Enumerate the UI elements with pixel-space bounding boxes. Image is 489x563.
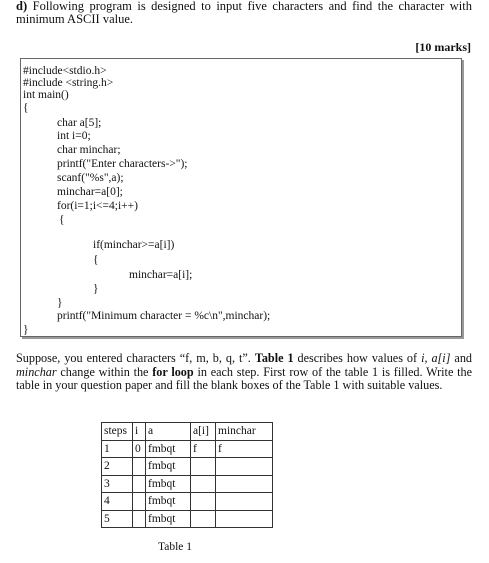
table-cell [133,493,146,511]
table-cell [133,475,146,493]
code-line: if(minchar>=a[i]) [93,239,175,251]
table-cell [133,510,146,528]
table-caption: Table 1 [158,541,193,553]
table-header-row [102,423,273,441]
steps-table [101,422,273,528]
code-line: printf("Enter characters->"); [57,158,188,170]
para-text: Suppose, you entered characters “f, m, b, q, t”. [16,351,255,365]
para-for-loop: for loop [152,364,194,379]
table-cell: 0 [133,440,146,458]
table-cell [191,458,216,476]
code-line: minchar=a[0]; [57,186,123,198]
marks-label: [10 marks] [415,40,471,54]
table-cell [216,458,273,476]
code-line: char minchar; [57,144,121,156]
code-line: { [59,214,65,226]
para-text: change within the [56,364,153,379]
para-text: in each step. First row of the table 1 is filled. Write the table in your question paper and fill the blank boxes of the Table 1 with suitable values. [16,364,472,392]
code-line: #include <string.h> [23,77,114,89]
code-line: { [23,102,29,114]
question-prefix: d) [16,0,28,13]
table-cell: f [216,440,273,458]
table-cell: 4 [102,493,133,511]
table-row [102,458,273,476]
table-cell: 3 [102,475,133,493]
instructions-paragraph [16,352,472,393]
table-cell [216,475,273,493]
question-text: Following program is designed to input five characters and find the character with minimum ASCII value. [16,0,472,26]
table-header: i [133,423,146,441]
para-text: describes how values of [293,351,422,365]
code-line: } [23,324,29,336]
table-row [102,510,273,528]
table-header: a[i] [191,423,216,441]
table-cell: fmbqt [146,458,191,476]
code-line: int main() [23,89,69,101]
para-var-i: i, a[i] [421,351,451,365]
table-cell: fmbqt [146,510,191,528]
code-line: } [57,297,63,309]
question-header [16,0,472,26]
table-cell: fmbqt [146,493,191,511]
code-line: { [93,254,99,266]
code-line: #include<stdio.h> [23,65,107,77]
table-cell [191,475,216,493]
table-cell [216,510,273,528]
code-line: int i=0; [57,130,91,142]
table-cell [191,510,216,528]
code-line: char a[5]; [57,117,102,129]
table-cell: 2 [102,458,133,476]
table-cell [191,493,216,511]
table-row [102,475,273,493]
table-cell: 1 [102,440,133,458]
code-line: } [93,283,99,295]
table-row [102,493,273,511]
table-cell [216,493,273,511]
table-cell: 5 [102,510,133,528]
para-table-ref: Table 1 [254,351,294,365]
table-row [102,440,273,458]
table-cell [133,458,146,476]
table-header: minchar [216,423,273,441]
code-listing [20,58,462,337]
code-line: scanf("%s",a); [57,172,124,184]
table-header: steps [102,423,133,441]
code-line: for(i=1;i<=4;i++) [57,200,138,212]
table-header: a [146,423,191,441]
para-var-minchar: minchar [16,364,57,379]
table-cell: f [191,440,216,458]
code-line: printf("Minimum character = %c\n",minchar); [57,310,271,322]
table-cell: fmbqt [146,440,191,458]
table-cell: fmbqt [146,475,191,493]
para-text: and [450,351,473,365]
code-line: minchar=a[i]; [129,269,193,281]
